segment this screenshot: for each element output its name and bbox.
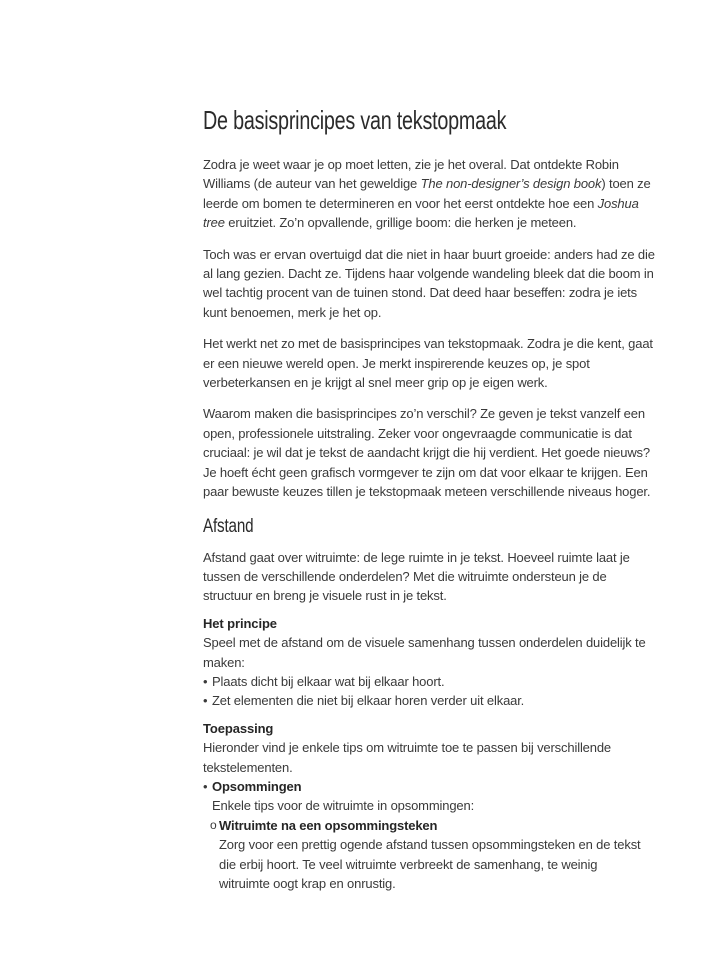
text-run: open, professionele uitstraling. Zeker voor ongevraagde communicatie is dat [203,425,632,441]
bullet-marker: • [203,673,208,689]
text-run: The non-designer’s design book [420,176,602,192]
text-run: Het werkt net zo met de basisprincipes van tekstopmaak. Zodra je die kent, gaat [203,336,653,352]
text-run: Opsommingen [212,778,302,794]
sub-bullet-marker: o [210,817,217,832]
text-run: Joshua [597,195,639,211]
text-run: structuur en breng je visuele rust in je tekst. [203,588,447,604]
text-run: Zorg voor een prettig ogende afstand tussen opsommingsteken en de tekst [219,837,641,853]
text-run: Zodra je weet waar je op moet letten, zie je het overal. Dat ontdekte Robin [203,157,619,172]
text-run: paar bewuste keuzes tillen je tekstopmaak meteen verschillende niveaus hoger. [203,484,651,500]
text-run: Toch was er ervan overtuigd dat die niet in haar buurt groeide: anders had ze die [203,246,655,262]
text-run: kunt benoemen, merk je het op. [203,304,382,320]
paragraph-toepassing [203,738,693,777]
document-title [203,105,575,136]
paragraph-intro-1 [203,155,693,233]
text-run: Witruimte na een opsommingsteken [219,817,438,833]
text-run: Waarom maken die basisprincipes zo’n verschil? Ze geven je tekst vanzelf een [203,406,645,422]
text-run: ) toen ze [601,176,651,192]
text-run: eruitziet. Zo’n opvallende, grillige boom: die herken je meteen. [224,215,577,231]
text-run: Enkele tips voor de witruimte in opsommingen: [212,798,475,814]
bullet-item-principe-2 [203,691,693,710]
paragraph-intro-3 [203,334,693,392]
text-run: Afstand gaat over witruimte: de lege ruimte in je tekst. Hoeveel ruimte laat je [203,549,630,565]
subsection-heading-het-principe [203,614,693,633]
text-run: er een nieuwe wereld open. Je merkt inspirerende keuzes op, je spot [203,355,590,371]
section-heading-afstand [203,514,595,539]
text-run: Zet elementen die niet bij elkaar horen verder uit elkaar. [212,693,525,709]
text-run: Toepassing [203,720,274,736]
bullet-marker: • [203,778,208,794]
document-content [203,105,693,893]
sub-bullet-item-witruimte [203,816,693,835]
text-run: Afstand [203,515,254,537]
paragraph-het-principe [203,633,693,672]
text-run: maken: [203,654,245,670]
subsection-heading-toepassing [203,719,693,738]
text-run: tree [203,215,225,231]
text-run: verbeterkansen en je krijgt al snel meer grip op je eigen werk. [203,375,548,391]
text-run: tussen de verschillende onderdelen? Met die witruimte ondersteun je de [203,568,607,584]
text-run: cruciaal: je wil dat je tekst de aandacht krijgt die hij verdient. Het goede nieuws? [203,445,650,461]
sub-bullet-item-witruimte-text [203,835,693,893]
paragraph-intro-4 [203,404,693,501]
text-run: Je hoeft écht geen grafisch vormgever te zijn om dat voor elkaar te krijgen. Een [203,464,648,480]
text-run: Hieronder vind je enkele tips om witruimte toe te passen bij verschillende [203,740,611,756]
text-run: Williams (de auteur van het geweldige [203,176,421,192]
text-run: Speel met de afstand om de visuele samenhang tussen onderdelen duidelijk te [203,635,646,651]
bullet-marker: • [203,693,208,709]
bullet-item-opsommingen [203,777,693,796]
text-run: Het principe [203,615,277,631]
text-run: Plaats dicht bij elkaar wat bij elkaar hoort. [212,673,445,689]
paragraph-afstand [203,548,693,606]
text-run: al lang gezien. Dacht ze. Tijdens haar volgende wandeling bleek dat die boom in [203,266,654,282]
bullet-item-opsommingen-text [203,796,693,815]
text-run: wel tachtig procent van de tuinen stond. Dat deed haar beseffen: zodra je iets [203,285,637,301]
text-run: leerde om bomen te determineren en voor het eerst ontdekte hoe een [203,195,598,211]
text-run: tekstelementen. [203,759,293,775]
paragraph-intro-2 [203,245,693,323]
text-run: De basisprincipes van tekstopmaak [203,105,507,135]
text-run: die erbij hoort. Te veel witruimte verbreekt de samenhang, te weinig [219,856,598,872]
bullet-item-principe-1 [203,672,693,691]
text-run: witruimte oogt krap en onrustig. [219,876,396,891]
